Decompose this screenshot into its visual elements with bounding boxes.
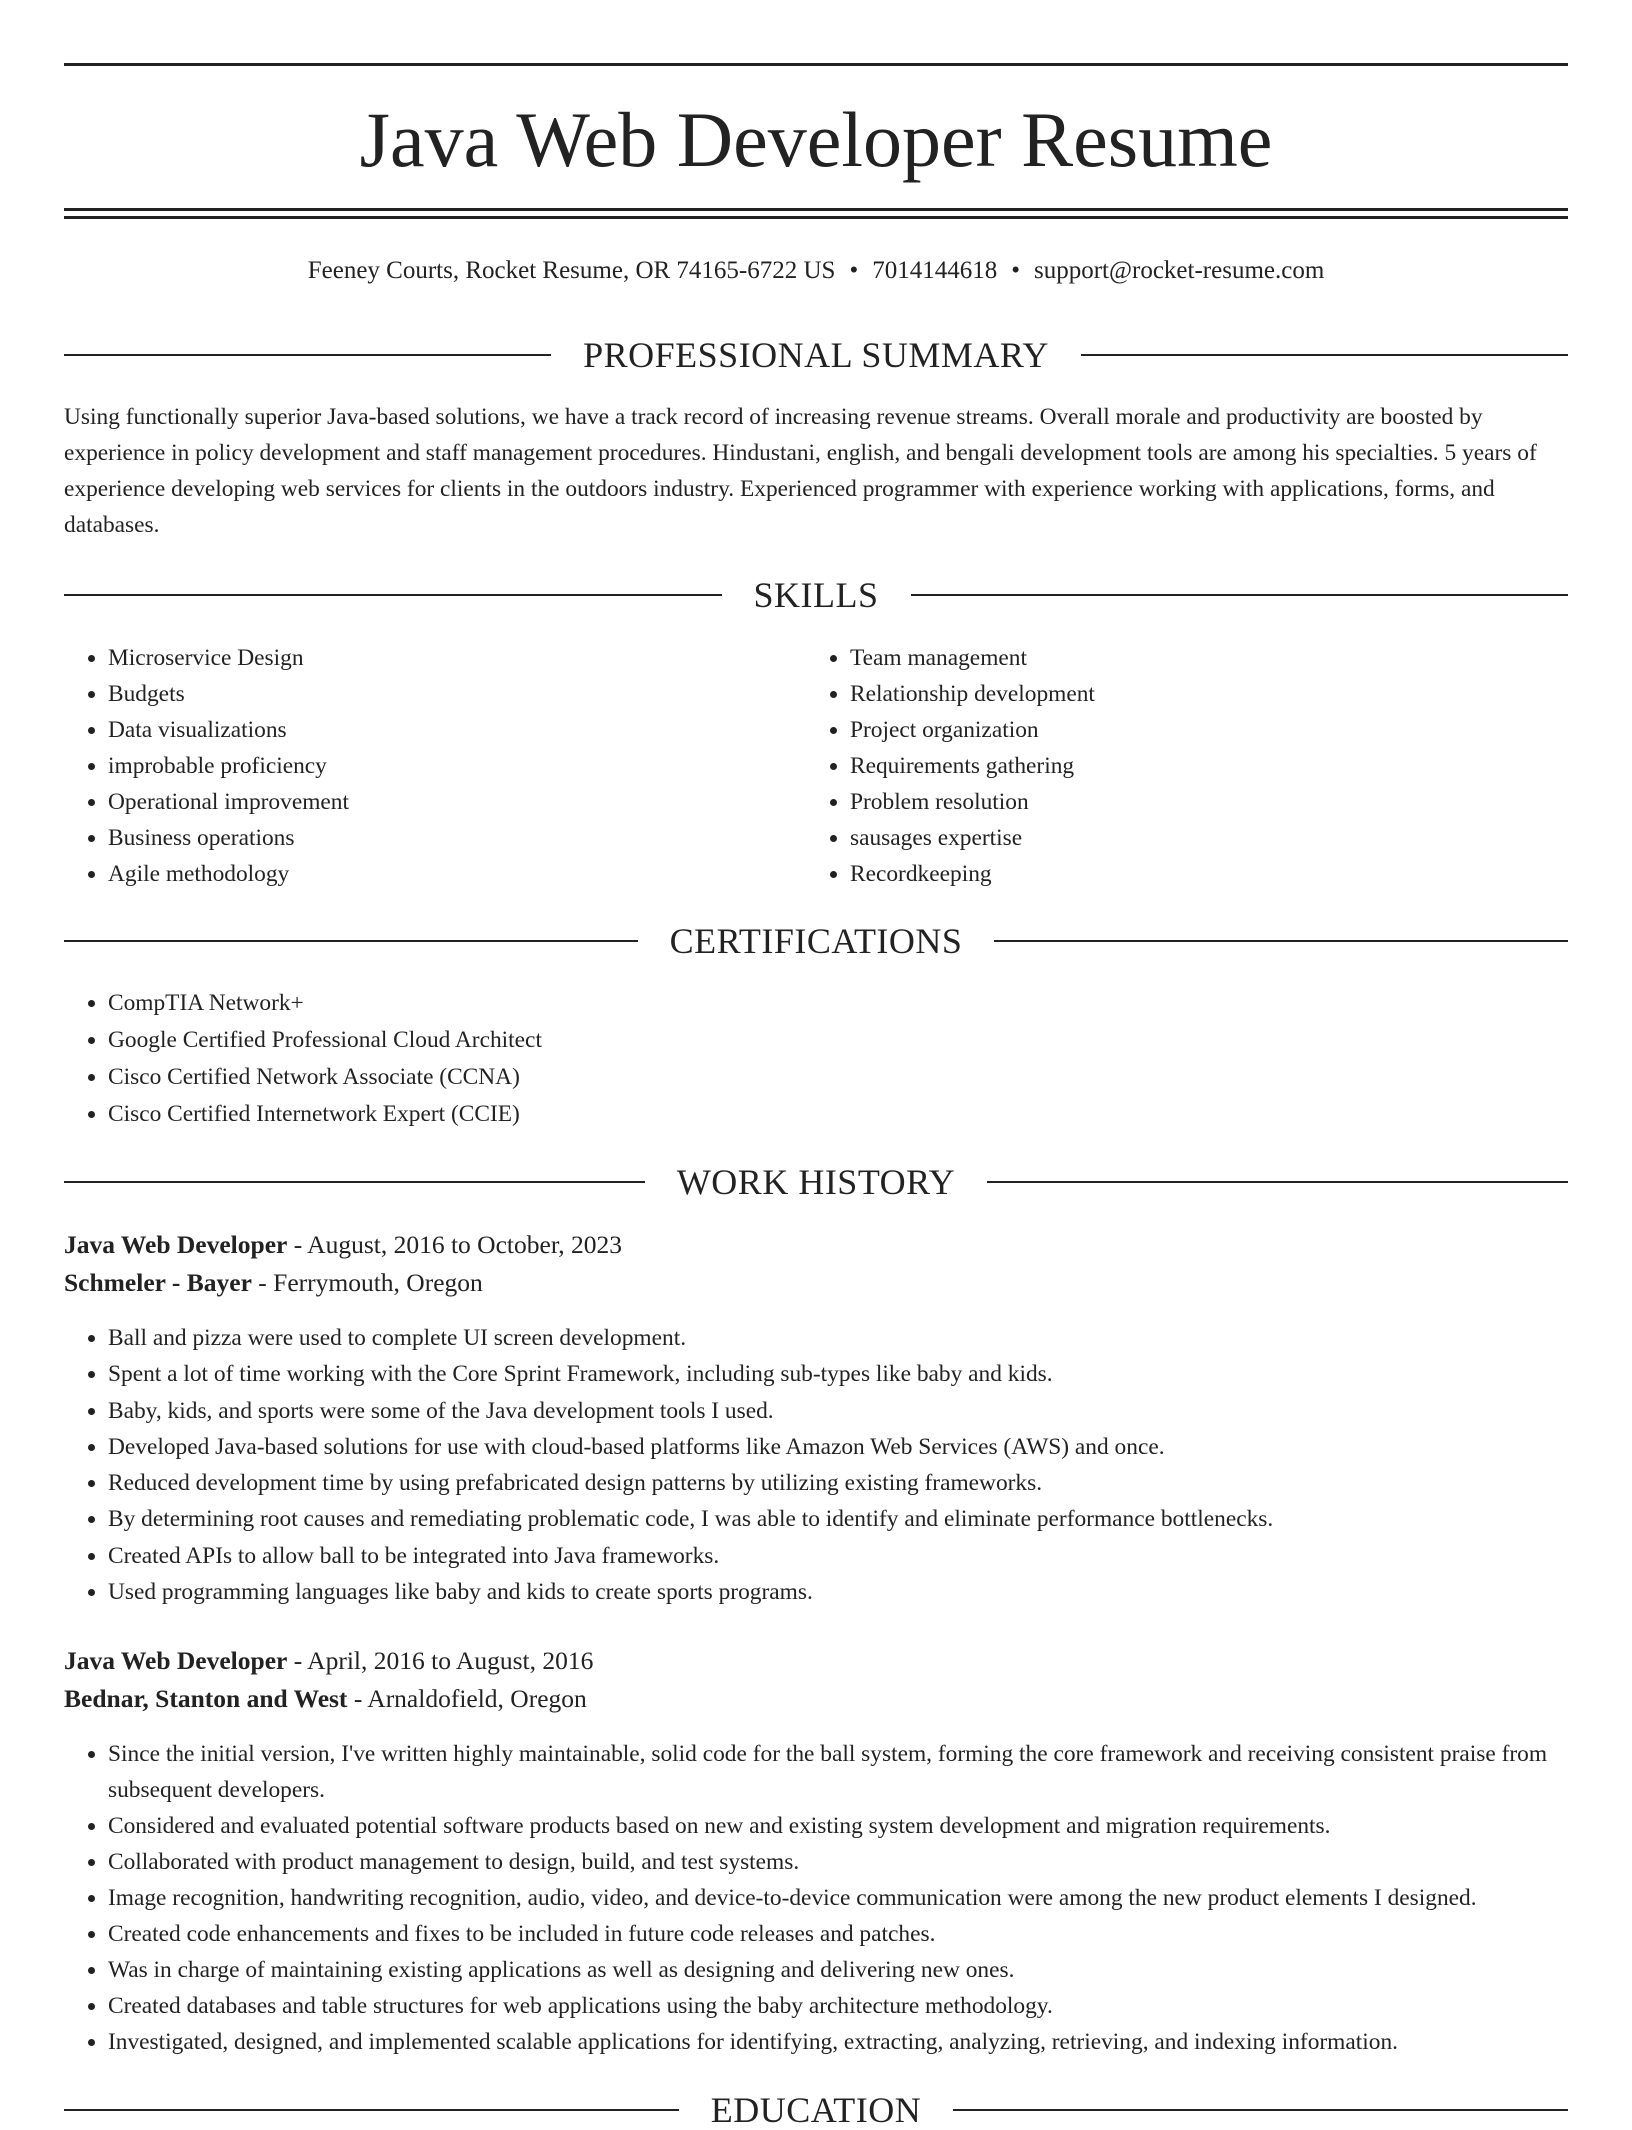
skill-item: • improbable proficiency <box>108 748 764 784</box>
certifications-list <box>64 985 1568 1133</box>
job-bullet: • Was in charge of maintaining existing applications as well as designing and delivering new ones. <box>108 1952 1568 1988</box>
contact-email: support@rocket-resume.com <box>1033 257 1325 284</box>
job-bullet: • Created APIs to allow ball to be integrated into Java frameworks. <box>108 1538 1568 1574</box>
skill-item: • Budgets <box>108 676 764 712</box>
certification-item: • Google Certified Professional Cloud Architect <box>108 1022 1568 1059</box>
job-bullet: • Investigated, designed, and implemented scalable applications for identifying, extracting, analyzing, retrieving, and indexing information. <box>108 2024 1568 2060</box>
section-heading-skills <box>64 575 1568 615</box>
section-rule <box>64 2109 679 2111</box>
skills-left-column <box>64 640 764 892</box>
skill-item: • sausages expertise <box>850 820 1506 856</box>
job-location: - Ferrymouth, Oregon <box>251 1268 483 1297</box>
skill-item: • Requirements gathering <box>850 748 1506 784</box>
section-title: SKILLS <box>753 575 879 615</box>
section-heading-summary <box>64 335 1568 375</box>
job-responsibilities <box>64 1736 1568 2060</box>
job-company-line <box>64 1264 1568 1302</box>
certification-item: • CompTIA Network+ <box>108 985 1568 1022</box>
job-bullet: • Developed Java-based solutions for use with cloud-based platforms like Amazon Web Services (AWS) and once. <box>108 1429 1568 1465</box>
summary-text: Using functionally superior Java-based solutions, we have a track record of increasing revenue streams. Overall morale and productivity are boosted by experience in policy development and staff management procedures. Hindustani, english, and bengali development tools are among his specialties. 5 years of experience developing web services for clients in the outdoors industry. Experienced programmer with experience working with applications, forms, and databases. <box>64 404 1537 538</box>
job-bullet: • Baby, kids, and sports were some of the Java development tools I used. <box>108 1393 1568 1429</box>
certification-item: • Cisco Certified Internetwork Expert (CCIE) <box>108 1096 1568 1133</box>
skill-item: • Relationship development <box>850 676 1506 712</box>
header-top-rule <box>64 63 1568 66</box>
skill-item: • Problem resolution <box>850 784 1506 820</box>
section-title: CERTIFICATIONS <box>669 921 963 961</box>
job-bullet: • Since the initial version, I've written highly maintainable, solid code for the ball system, forming the core framework and receiving consistent praise from subsequent developers. <box>108 1736 1568 1808</box>
header-bottom-rule-2 <box>64 216 1568 219</box>
skill-item: • Business operations <box>108 820 764 856</box>
certification-item: • Cisco Certified Network Associate (CCNA) <box>108 1059 1568 1096</box>
section-heading-certifications <box>64 921 1568 961</box>
contact-separator: • <box>1011 257 1020 284</box>
skill-item: • Agile methodology <box>108 856 764 892</box>
contact-address: Feeney Courts, Rocket Resume, OR 74165-6722 US <box>307 257 836 284</box>
job-bullet: • Image recognition, handwriting recognition, audio, video, and device-to-device communication were among the new product elements I designed. <box>108 1880 1568 1916</box>
section-heading-work-history <box>64 1162 1568 1202</box>
job-company-line <box>64 1680 1568 1718</box>
section-title: PROFESSIONAL SUMMARY <box>583 335 1049 375</box>
section-rule <box>987 1181 1568 1183</box>
skills-right-column <box>806 640 1506 892</box>
job-title-line <box>64 1226 1568 1264</box>
job-bullet: • Spent a lot of time working with the Core Sprint Framework, including sub-types like baby and kids. <box>108 1356 1568 1392</box>
job-title-line <box>64 1642 1568 1680</box>
skill-item: • Operational improvement <box>108 784 764 820</box>
header-bottom-rule-1 <box>64 208 1568 211</box>
resume-page <box>64 0 1568 2130</box>
job-bullet: • Created databases and table structures for web applications using the baby architecture methodology. <box>108 1988 1568 2024</box>
job-bullet: • Ball and pizza were used to complete UI screen development. <box>108 1320 1568 1356</box>
section-rule <box>64 594 722 596</box>
job-bullet: • Reduced development time by using prefabricated design patterns by utilizing existing frameworks. <box>108 1465 1568 1501</box>
section-rule <box>64 354 551 356</box>
skill-item: • Recordkeeping <box>850 856 1506 892</box>
job-company: Schmeler - Bayer <box>64 1268 252 1297</box>
job-dates: - April, 2016 to August, 2016 <box>287 1646 594 1675</box>
job-responsibilities <box>64 1320 1568 1610</box>
section-rule <box>1081 354 1568 356</box>
skill-item: • Data visualizations <box>108 712 764 748</box>
skill-item: • Project organization <box>850 712 1506 748</box>
section-title: WORK HISTORY <box>676 1162 956 1202</box>
job-bullet: • Collaborated with product management to design, build, and test systems. <box>108 1844 1568 1880</box>
job-company: Bednar, Stanton and West <box>64 1684 348 1713</box>
skill-item: • Team management <box>850 640 1506 676</box>
job-location: - Arnaldofield, Oregon <box>347 1684 587 1713</box>
job-title: Java Web Developer <box>64 1646 288 1675</box>
section-rule <box>994 940 1568 942</box>
job-bullet: • By determining root causes and remediating problematic code, I was able to identify and eliminate performance bottlenecks. <box>108 1501 1568 1537</box>
contact-line <box>64 255 1568 287</box>
contact-phone: 7014144618 <box>872 257 998 284</box>
skill-item: • Microservice Design <box>108 640 764 676</box>
section-rule <box>64 940 638 942</box>
job-dates: - August, 2016 to October, 2023 <box>287 1230 623 1259</box>
section-rule <box>64 1181 645 1183</box>
job-bullet: • Created code enhancements and fixes to be included in future code releases and patches. <box>108 1916 1568 1952</box>
section-heading-education <box>64 2090 1568 2130</box>
section-rule <box>911 594 1569 596</box>
resume-title: Java Web Developer Resume <box>359 96 1273 183</box>
section-title: EDUCATION <box>710 2090 922 2130</box>
job-bullet: • Considered and evaluated potential software products based on new and existing system development and migration requirements. <box>108 1808 1568 1844</box>
job-title: Java Web Developer <box>64 1230 288 1259</box>
contact-separator: • <box>849 257 859 284</box>
job-bullet: • Used programming languages like baby and kids to create sports programs. <box>108 1574 1568 1610</box>
section-rule <box>953 2109 1568 2111</box>
